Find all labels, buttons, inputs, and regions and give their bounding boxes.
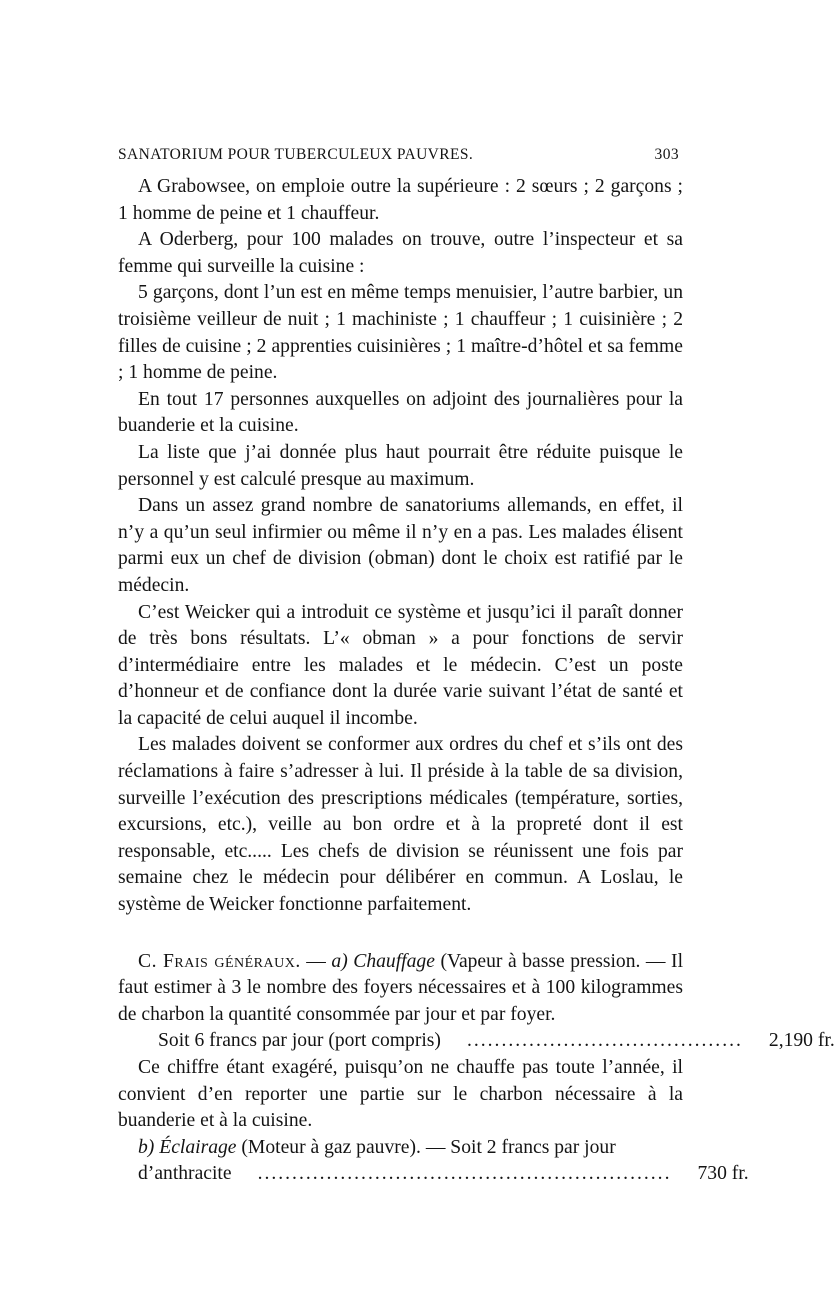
page-number: 303 xyxy=(654,146,679,163)
cost-line-label: d’anthracite xyxy=(138,1163,232,1185)
subsection-a-text: (Vapeur à basse pression. — Il faut estimer à 3 le nombre des foyers nécessaires et à 100 kilogrammes de charbon la quantité consommée par jour et par foyer. xyxy=(118,950,684,1025)
section-gap xyxy=(118,919,683,949)
paragraph: Dans un assez grand nombre de sanatoriums allemands, en effet, il n’y a qu’un seul infirmier ou même il n’y en a pas. Les malades élisent parmi eux un chef de division (obman) dont le choix est ratifié par le médecin. xyxy=(118,495,683,596)
dot-leader: ........................................ xyxy=(466,1030,743,1052)
dash: — xyxy=(300,950,332,972)
cost-line-heating xyxy=(118,1028,835,1055)
cost-line-lighting xyxy=(118,1161,749,1188)
paragraph: En tout 17 personnes auxquelles on adjoint des journalières pour la buanderie et la cuisine. xyxy=(118,388,683,437)
paragraph: Ce chiffre étant exagéré, puisqu’on ne chauffe pas toute l’année, il convient d’en reporter une partie sur le charbon nécessaire à la buanderie et à la cuisine. xyxy=(118,1057,683,1132)
cost-value: 730 fr. xyxy=(697,1163,749,1185)
paragraph: Les malades doivent se conformer aux ordres du chef et s’ils ont des réclamations à faire s’adresser à lui. Il préside à la table de sa division, surveille l’exécution des prescriptions médicales (température, sorties, excursions, etc.), veille au bon ordre et à la propreté dont il est responsable, etc..... Les chefs de division se réunissent une fois par semaine chez le médecin pour délibérer en commun. A Loslau, le système de Weicker fonctionne parfaitement. xyxy=(118,734,683,916)
section-c-label: C. Frais généraux. xyxy=(138,950,301,972)
cost-line-label: Soit 6 francs par jour (port compris) xyxy=(158,1030,441,1052)
running-title: SANATORIUM POUR TUBERCULEUX PAUVRES. xyxy=(118,146,474,163)
subsection-b-text: (Moteur à gaz pauvre). — Soit 2 francs par jour xyxy=(236,1136,616,1158)
paragraph: C’est Weicker qui a introduit ce système et jusqu’ici il paraît donner de très bons résultats. L’« obman » a pour fonctions de servir d’intermédiaire entre les malades et le médecin. C’est un poste d’honneur et de confiance dont la durée varie suivant l’état de santé et la capacité de celui auquel il incombe. xyxy=(118,601,683,729)
paragraph: 5 garçons, dont l’un est en même temps menuisier, l’autre barbier, un troisième veilleur de nuit ; 1 machiniste ; 1 chauffeur ; 1 cuisinière ; 2 filles de cuisine ; 2 apprenties cuisinières ; 1 maître-d’hôtel et sa femme ; 1 homme de peine. xyxy=(118,282,683,384)
page-body xyxy=(118,174,835,1188)
subsection-b-title: b) Éclairage xyxy=(138,1136,237,1158)
subsection-b-paragraph xyxy=(118,1135,683,1162)
dot-leader: ............................................................ xyxy=(257,1163,672,1185)
book-page xyxy=(118,146,835,1188)
paragraph: A Oderberg, pour 100 malades on trouve, outre l’inspecteur et sa femme qui surveille la cuisine : xyxy=(118,229,683,277)
cost-value: 2,190 fr. xyxy=(768,1030,835,1052)
paragraph: La liste que j’ai donnée plus haut pourrait être réduite puisque le personnel y est calculé presque au maximum. xyxy=(118,441,683,490)
section-c-paragraph xyxy=(118,949,683,1029)
running-header xyxy=(118,146,683,164)
paragraph: A Grabowsee, on emploie outre la supérieure : 2 sœurs ; 2 garçons ; 1 homme de peine et 1 chauffeur. xyxy=(118,176,683,224)
subsection-a-title: a) Chauffage xyxy=(331,950,435,972)
